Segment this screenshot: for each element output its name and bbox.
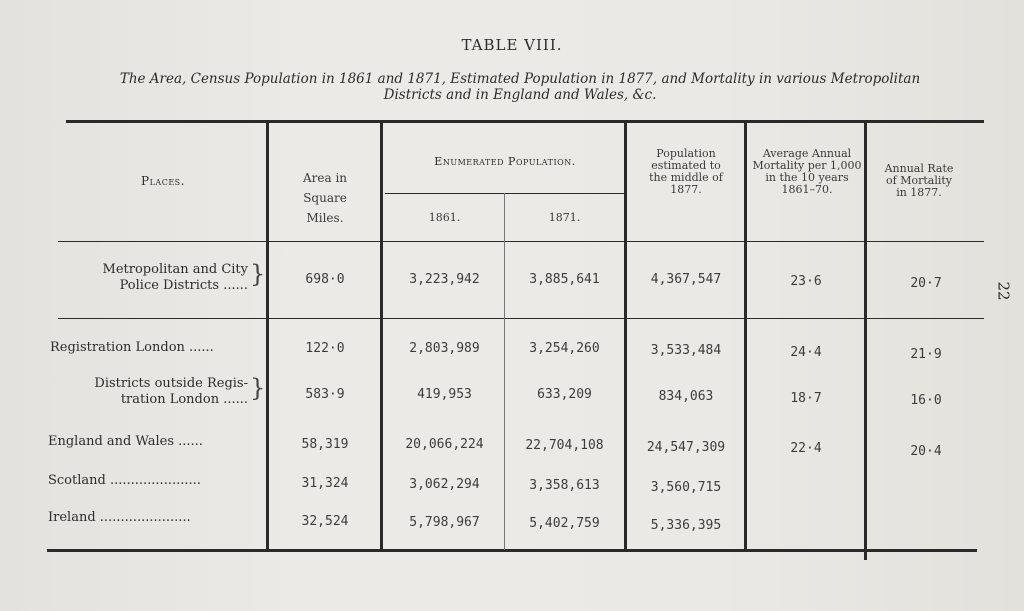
header-1861: 1861. [428, 211, 461, 224]
row-1-1861: 3,223,942 [409, 272, 480, 287]
row-3-place-line1: Districts outside Regis- [94, 376, 248, 391]
row-5-1871: 3,358,613 [529, 478, 600, 493]
row-5-1861: 3,062,294 [409, 477, 480, 492]
header-enumerated: Enumerated Population. [434, 155, 576, 168]
row-6-1871: 5,402,759 [529, 516, 600, 531]
column-rule-6 [864, 120, 867, 560]
row-6-place: Ireland ...................... [48, 510, 191, 525]
row-1-rate: 20·7 [910, 276, 942, 291]
row-4-rate: 20·4 [910, 444, 942, 459]
row-2-avg: 24·4 [790, 345, 822, 360]
header-estimated: Population estimated to the middle of 1877. [649, 147, 723, 196]
section-rule [58, 318, 984, 319]
top-rule [66, 120, 984, 123]
table-title: TABLE VIII. [461, 36, 563, 54]
row-4-1861: 20,066,224 [405, 437, 484, 452]
row-6-1861: 5,798,967 [409, 515, 480, 530]
row-1-avg: 23·6 [790, 274, 822, 289]
row-3-1861: 419,953 [417, 387, 472, 402]
header-area: Area in Square Miles. [302, 171, 348, 225]
row-1-1877: 4,367,547 [650, 272, 722, 287]
bottom-rule [47, 549, 977, 552]
column-rule-1 [266, 120, 269, 550]
row-1-place-line2: Police Districts ...... [119, 278, 248, 293]
row-3-1877: 834,063 [658, 389, 714, 404]
row-4-1877: 24,547,309 [646, 440, 726, 455]
row-5-1877: 3,560,715 [650, 480, 722, 495]
row-1-place-line1: Metropolitan and City [102, 262, 248, 277]
row-3-1871: 633,209 [537, 387, 592, 402]
row-1-place [58, 262, 248, 294]
header-places: Places. [141, 174, 185, 188]
row-6-area: 32,524 [301, 514, 349, 529]
row-3-area: 583·9 [305, 387, 345, 402]
row-2-1871: 3,254,260 [529, 341, 600, 356]
row-4-1871: 22,704,108 [525, 438, 604, 453]
column-rule-2 [380, 120, 383, 550]
table-subtitle: The Area, Census Population in 1861 and 1871, Estimated Population in 1877, and Mortality in various Metropolitan Districts and in England and Wales, &c. [119, 71, 921, 103]
header-1871: 1871. [548, 211, 581, 224]
row-5-place: Scotland ...................... [48, 473, 201, 488]
row-2-1877: 3,533,484 [650, 343, 722, 358]
row-2-area: 122·0 [305, 341, 345, 356]
row-5-area: 31,324 [301, 476, 349, 491]
row-1-area: 698·0 [305, 272, 345, 287]
row-2-1861: 2,803,989 [409, 341, 480, 356]
row-4-place: England and Wales ...... [48, 434, 203, 449]
row-3-avg: 18·7 [790, 391, 822, 406]
row-3-rate: 16·0 [910, 393, 942, 408]
header-annual-rate: Annual Rate of Mortality in 1877. [884, 162, 954, 199]
row-1-1871: 3,885,641 [529, 272, 600, 287]
row-4-area: 58,319 [301, 437, 349, 452]
row-3-brace-icon: } [250, 374, 266, 402]
row-3-place-line2: tration London ...... [120, 392, 248, 407]
row-2-place: Registration London ...... [50, 340, 214, 355]
row-1-brace-icon: } [250, 260, 266, 288]
column-rule-5 [744, 120, 747, 550]
header-bottom-rule [58, 241, 984, 242]
row-2-rate: 21·9 [910, 347, 942, 362]
enumerated-sub-rule [385, 193, 625, 194]
column-rule-3 [504, 193, 505, 550]
page-number: 22 [994, 281, 1013, 301]
row-4-avg: 22·4 [790, 441, 822, 456]
row-6-1877: 5,336,395 [650, 518, 722, 533]
row-3-place [48, 376, 248, 408]
header-avg-mortality: Average Annual Mortality per 1,000 in the 10 years 1861–70. [752, 147, 862, 196]
column-rule-4 [624, 120, 627, 550]
